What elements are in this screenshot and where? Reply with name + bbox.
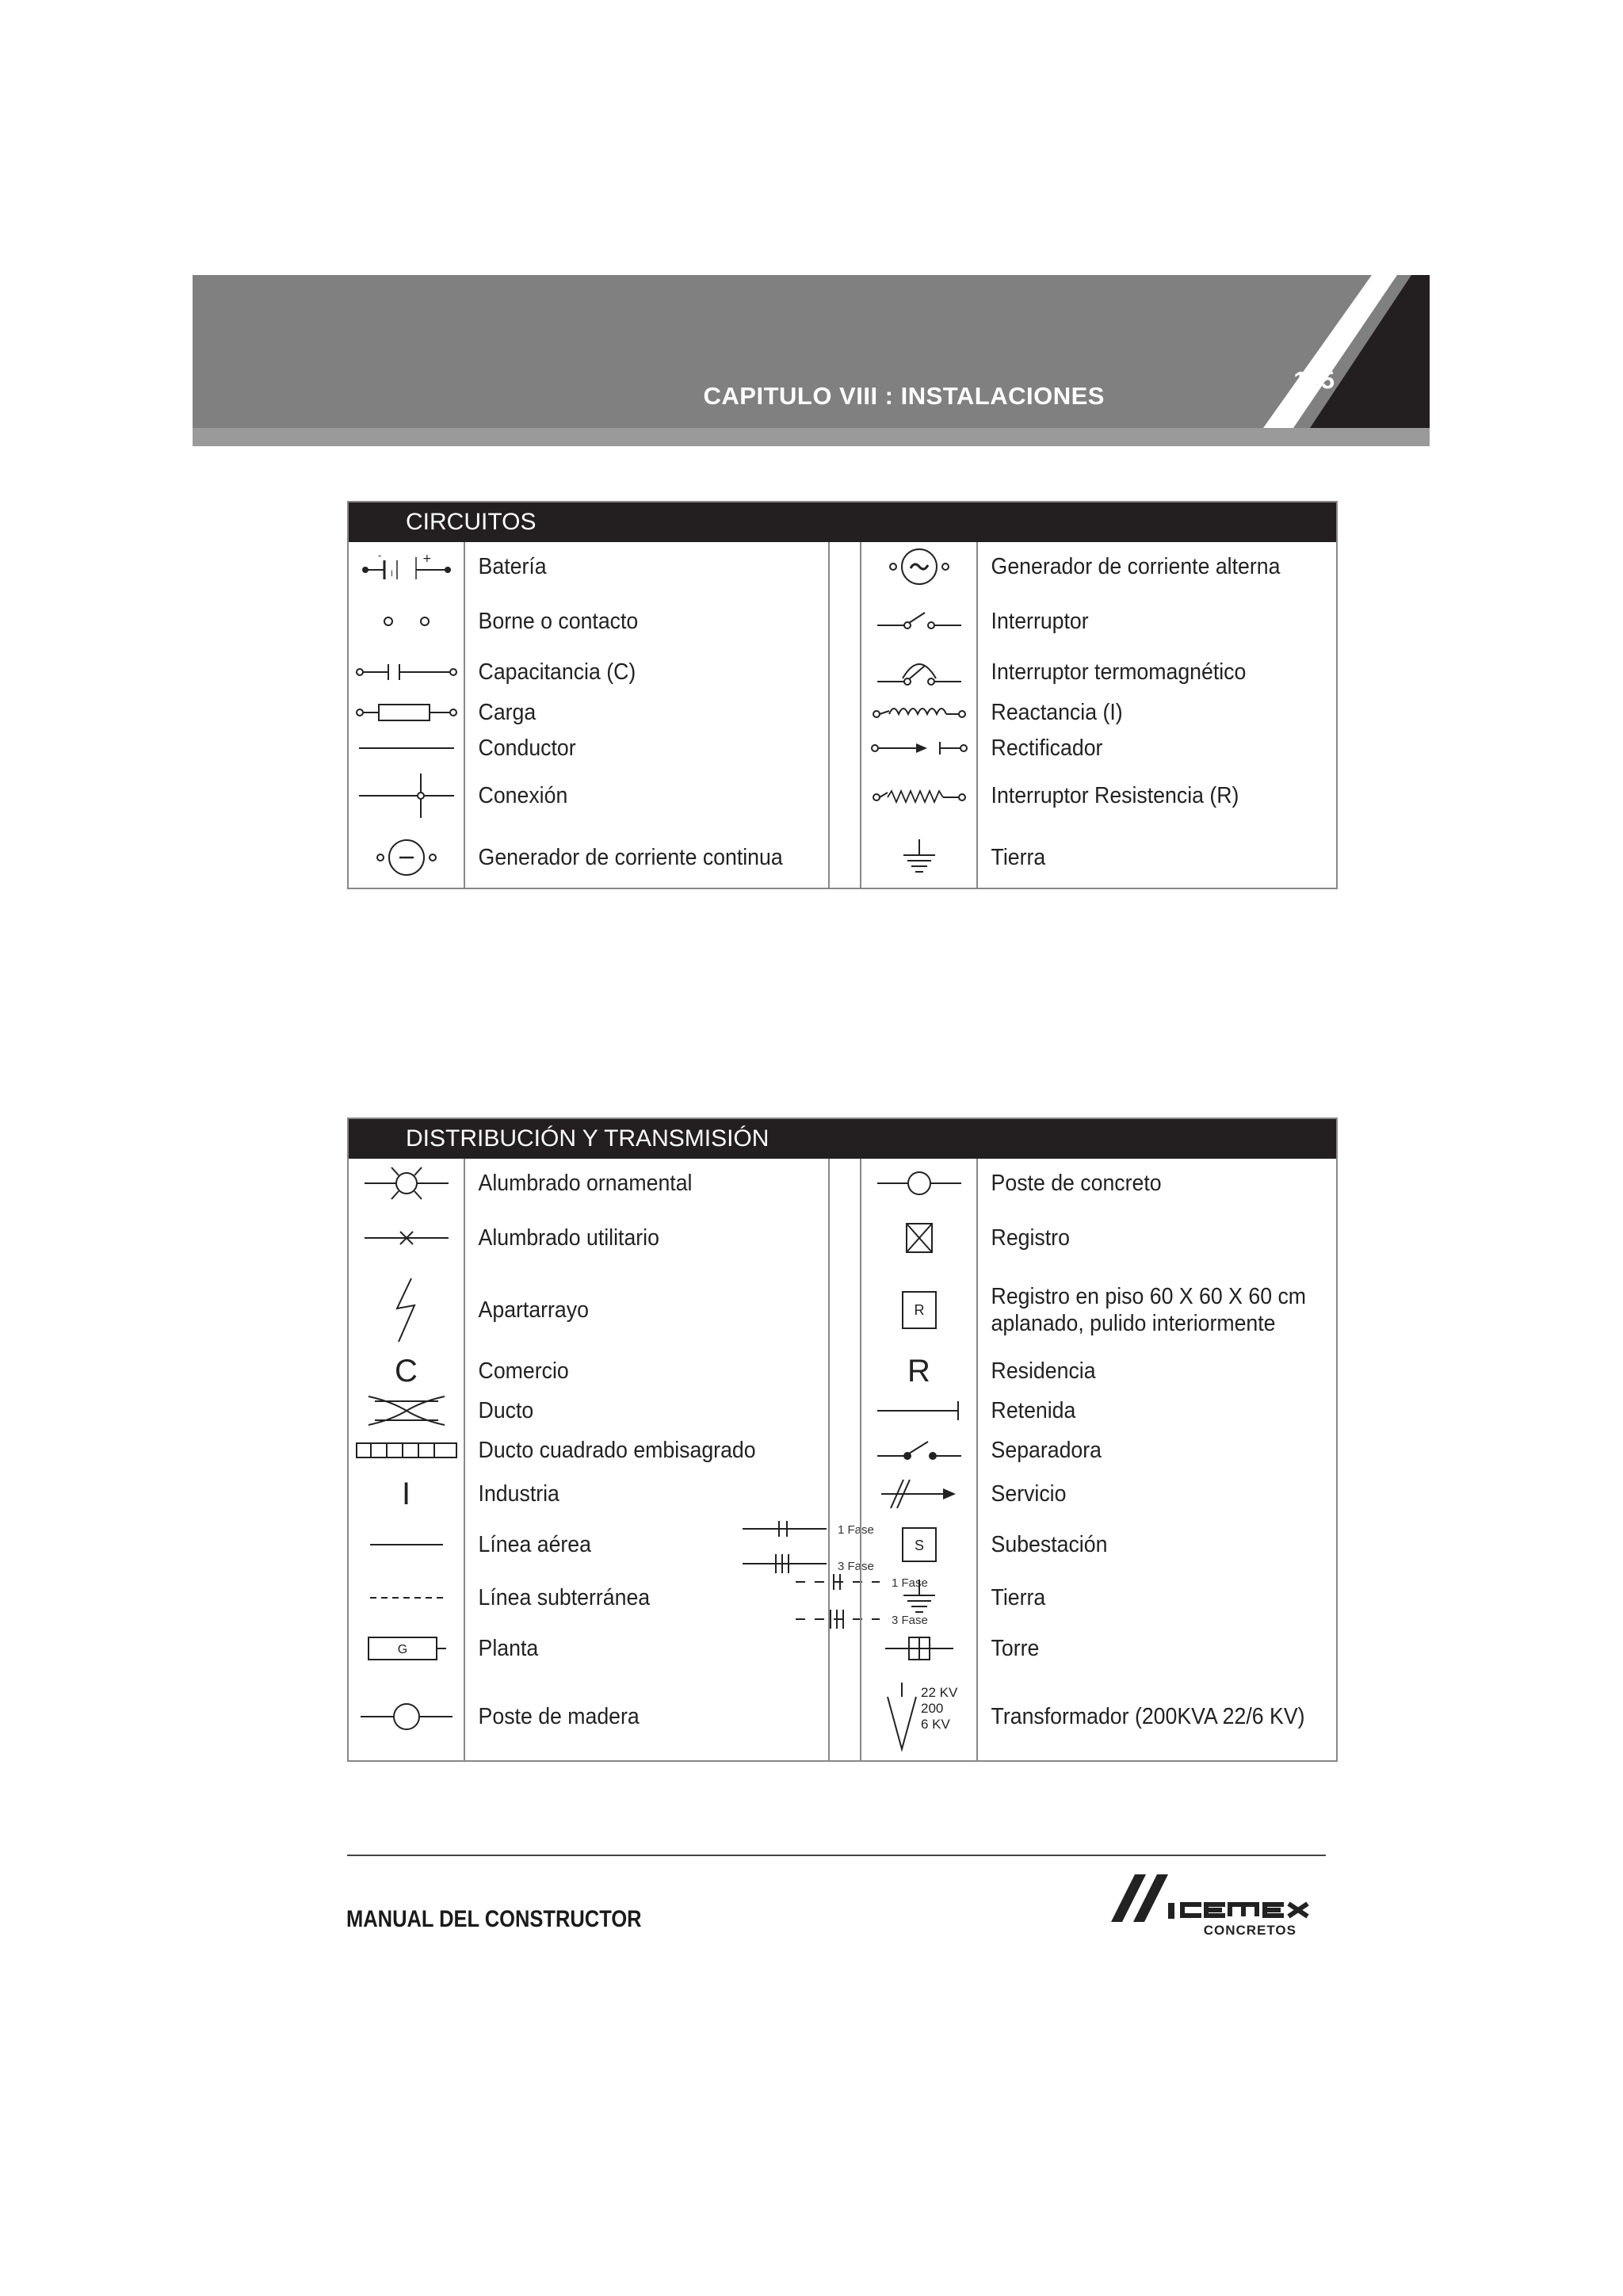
disconnector-icon (861, 1437, 976, 1464)
floor-register-icon (861, 1289, 976, 1331)
distribucion-left-labels (465, 1159, 928, 1760)
page-number: 185 (1293, 366, 1335, 394)
circuitos-table (347, 501, 1338, 889)
label-poste-madera: Poste de madera (478, 1704, 640, 1729)
transformer-kva-label: 200 (920, 1701, 943, 1716)
underground-1-fase-note: 1 Fase (892, 1576, 928, 1590)
label-registro: Registro (991, 1225, 1070, 1251)
ac-generator-icon (861, 547, 976, 586)
inductor-icon (861, 703, 976, 722)
label-linea-subterranea: Línea subterránea (478, 1585, 651, 1610)
dc-generator-icon (349, 838, 464, 877)
transformer-primary-label: 22 KV (920, 1685, 957, 1700)
label-interruptor-termomagnetico: Interruptor termomagnético (991, 659, 1247, 685)
switch-icon (861, 609, 976, 633)
label-separadora: Separadora (991, 1438, 1102, 1463)
transformer-secondary-label: 6 KV (920, 1717, 950, 1732)
register-icon (861, 1221, 976, 1255)
chapter-title: CAPITULO VIII : INSTALACIONES (703, 382, 1105, 410)
footer-rule (347, 1855, 1326, 1856)
header-bottom-strip (193, 428, 1430, 446)
label-ducto-cuadrado: Ducto cuadrado embisagrado (478, 1438, 756, 1463)
chapter-header (193, 275, 1430, 446)
overhead-1-fase-icon (741, 1519, 828, 1538)
service-icon (861, 1477, 976, 1511)
label-bateria: Batería (478, 554, 547, 579)
label-carga: Carga (478, 700, 537, 725)
residence-glyph: R (907, 1353, 930, 1389)
svg-text:l: l (390, 570, 393, 579)
label-registro-piso: Registro en piso 60 X 60 X 60 cm (991, 1283, 1307, 1309)
svg-text:+: + (422, 552, 432, 565)
label-linea-aerea: Línea aérea (478, 1532, 591, 1557)
overhead-3-fase-icon (741, 1553, 828, 1575)
circuitos-table-title: CIRCUITOS (349, 502, 1336, 542)
rectifier-icon (861, 739, 976, 758)
substation-icon (861, 1525, 976, 1564)
label-residencia: Residencia (991, 1358, 1096, 1384)
label-planta: Planta (478, 1636, 539, 1661)
thermomagnetic-breaker-icon (861, 655, 976, 690)
label-subestacion: Subestación (991, 1532, 1108, 1557)
label-conexion: Conexión (478, 783, 568, 808)
label-ducto: Ducto (478, 1398, 534, 1423)
battery-icon (349, 551, 464, 583)
resistor-icon (861, 786, 976, 805)
distribucion-right-symbols (861, 1159, 978, 1760)
header-stripe (193, 275, 1430, 446)
terminal-contact-icon (349, 613, 464, 629)
circuitos-left-labels (465, 542, 830, 888)
hinged-duct-icon (349, 1438, 464, 1462)
distribucion-left-symbols (349, 1159, 465, 1760)
lightning-arrester-icon (349, 1277, 464, 1343)
label-borne: Borne o contacto (478, 609, 639, 634)
duct-icon (349, 1395, 464, 1427)
plant-glyph: G (397, 1643, 407, 1656)
ground-icon (861, 1578, 976, 1618)
label-torre: Torre (991, 1636, 1040, 1661)
label-poste-concreto: Poste de concreto (991, 1171, 1162, 1196)
circuitos-column-gap (830, 542, 861, 888)
guy-wire-icon (861, 1399, 976, 1423)
label-alumbrado-utilitario: Alumbrado utilitario (478, 1225, 659, 1251)
distribucion-table-title: DISTRIBUCIÓN Y TRANSMISIÓN (349, 1119, 1336, 1159)
label-servicio: Servicio (991, 1481, 1067, 1507)
capacitor-icon (349, 660, 464, 684)
logo-subtitle: CONCRETOS (1203, 1923, 1296, 1938)
svg-text:-: - (377, 550, 381, 561)
distribucion-table (347, 1117, 1338, 1762)
label-alumbrado-ornamental: Alumbrado ornamental (478, 1171, 693, 1196)
label-capacitancia: Capacitancia (C) (478, 659, 636, 685)
utility-light-icon (349, 1226, 464, 1250)
label-interruptor-resistencia: Interruptor Resistencia (R) (991, 783, 1239, 808)
transformer-icon (861, 1681, 976, 1752)
label-conductor: Conductor (478, 735, 576, 761)
circuitos-left-symbols (349, 542, 465, 888)
industry-glyph: I (401, 1476, 411, 1511)
commerce-glyph: C (395, 1353, 418, 1389)
manual-title: MANUAL DEL CONSTRUCTOR (346, 1906, 642, 1932)
wood-pole-icon (349, 1701, 464, 1733)
label-generador-cc: Generador de corriente continua (478, 845, 783, 870)
header-dark-panel (193, 275, 1430, 446)
label-transformador: Transformador (200KVA 22/6 KV) (991, 1704, 1305, 1729)
label-reactancia: Reactancia (I) (991, 700, 1123, 725)
ground-icon (861, 838, 976, 877)
overhead-3-fase-note: 3 Fase (838, 1560, 874, 1573)
overhead-line-icon (349, 1541, 464, 1549)
label-tierra: Tierra (991, 1585, 1046, 1610)
ornamental-light-icon (349, 1163, 464, 1203)
label-retenida: Retenida (991, 1398, 1076, 1423)
label-rectificador: Rectificador (991, 735, 1103, 761)
load-icon (349, 701, 464, 724)
tower-icon (861, 1633, 976, 1664)
substation-glyph: S (914, 1538, 924, 1553)
label-apartarrayo: Apartarrayo (478, 1297, 589, 1323)
circuitos-right-symbols (861, 542, 978, 888)
conductor-icon (349, 744, 464, 752)
plant-icon (349, 1633, 464, 1664)
label-industria: Industria (478, 1481, 559, 1507)
circuitos-right-labels (978, 542, 1336, 888)
label-tierra: Tierra (991, 845, 1046, 870)
commerce-icon (349, 1354, 464, 1389)
overhead-1-fase-note: 1 Fase (838, 1523, 874, 1537)
label-interruptor: Interruptor (991, 609, 1089, 634)
residence-icon (861, 1354, 976, 1389)
connection-icon (349, 772, 464, 819)
distribucion-right-labels (978, 1159, 1336, 1760)
concrete-pole-icon (861, 1167, 976, 1199)
label-generador-ca: Generador de corriente alterna (991, 554, 1281, 579)
underground-line-icon (349, 1594, 464, 1602)
label-registro-piso-detalle: aplanado, pulido interiormente (991, 1310, 1276, 1336)
label-comercio: Comercio (478, 1358, 569, 1384)
distribucion-column-gap (830, 1159, 861, 1760)
cemex-logo (1102, 1866, 1323, 1946)
floor-register-glyph: R (914, 1301, 924, 1318)
underground-3-fase-note: 3 Fase (892, 1614, 928, 1627)
industry-icon (349, 1477, 464, 1512)
